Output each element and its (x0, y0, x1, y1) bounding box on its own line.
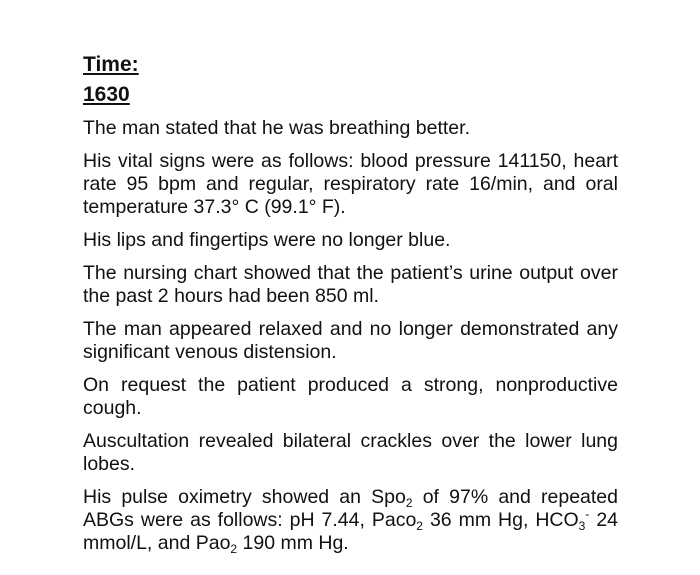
note-paragraph-urine-output: The nursing chart showed that the patient’s urine output over the past 2 hours had been 850 ml. (83, 262, 618, 307)
time-value: 1630 (83, 83, 130, 106)
oximetry-text-4: 24 mmol/L, and Pao (83, 509, 619, 554)
note-paragraph-auscultation: Auscultation revealed bilateral crackles over the lower lung lobes. (83, 430, 618, 475)
oximetry-text-3: 36 mm Hg, HCO (422, 509, 579, 531)
oximetry-text-1: His pulse oximetry showed an Spo (83, 486, 406, 508)
note-paragraph-relaxed: The man appeared relaxed and no longer demonstrated any significant venous distension. (83, 318, 618, 363)
oximetry-text-5: 190 mm Hg. (237, 532, 349, 554)
note-paragraph-cough: On request the patient produced a strong, nonproductive cough. (83, 374, 618, 419)
clinical-note (83, 50, 618, 555)
note-paragraph-lips: His lips and fingertips were no longer blue. (83, 229, 451, 251)
note-paragraph-breathing: The man stated that he was breathing better. (83, 117, 470, 139)
hco3-subscript: 3 (578, 519, 586, 533)
spo2-subscript: 2 (405, 496, 413, 510)
pao2-subscript: 2 (230, 542, 238, 556)
hco3-superscript: - (585, 507, 590, 521)
note-paragraph-vital-signs: His vital signs were as follows: blood pressure 141150, heart rate 95 bpm and regular, respiratory rate 16/min, and oral temperature 37.3° C (99.1° F). (83, 150, 618, 218)
paco2-subscript: 2 (416, 519, 423, 533)
time-label: Time: (83, 53, 139, 76)
oximetry-text-2: of 97% and repeated ABGs were as follows: pH 7.44, Paco (83, 486, 618, 531)
note-paragraph-oximetry (83, 486, 618, 555)
